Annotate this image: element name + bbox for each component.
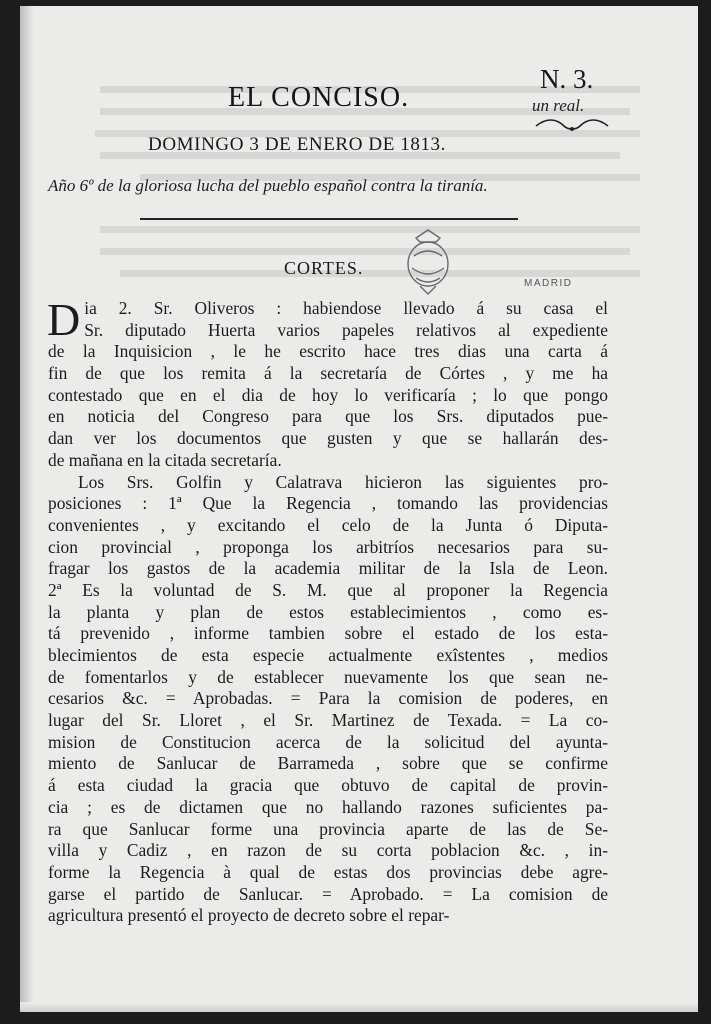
article-line: cesarios &c. = Aprobadas. = Para la comision de poderes, en xyxy=(48,688,608,709)
article-line: Sr. diputado Huerta varios papeles relativos al expediente xyxy=(84,319,608,340)
article-line: contestado que en el dia de hoy lo verificaría ; lo que pongo xyxy=(48,384,608,405)
article-line: ia 2. Sr. Oliveros : habiendose llevado á su casa el xyxy=(84,298,608,318)
article-line: cion provincial , proponga los arbitríos necesarios para su- xyxy=(48,536,608,557)
article-line: de fomentarlos y de establecer nuevamente los que sean ne- xyxy=(48,666,608,687)
article-line: mision de Constitucion acerca de la solicitud del ayunta- xyxy=(48,731,608,752)
article-line: convenientes , y excitando el celo de la Junta ó Diputa- xyxy=(48,514,608,535)
article-line: de mañana en la citada secretaría. xyxy=(48,449,282,470)
article-line: la planta y plan de estos establecimientos , como es- xyxy=(48,601,608,622)
article-line: forme la Regencia à qual de estas dos provincias debe agre- xyxy=(48,861,608,882)
article-line: ra que Sanlucar forme una provincia aparte de las de Se- xyxy=(48,818,608,839)
article-line: agricultura presentó el proyecto de decreto sobre el repar- xyxy=(48,905,450,926)
flourish-ornament xyxy=(532,116,612,134)
stamp-label: MADRID xyxy=(524,278,573,289)
article-line: tá prevenido , informe tambien sobre el estado de los esta- xyxy=(48,623,608,644)
issue-number: N. 3. xyxy=(540,64,594,94)
article-line: dan ver los documentos que gusten y que se hallarán des- xyxy=(48,428,608,449)
article-line: 2ª Es la voluntad de S. M. que al proponer la Regencia xyxy=(48,579,608,600)
article-line: blecimientos de esta especie actualmente exîstentes , medios xyxy=(48,645,608,665)
article-line: fin de que los remita á la secretaría de Córtes , y me ha xyxy=(48,363,608,384)
article-line: Los Srs. Golfin y Calatrava hicieron las siguientes pro- xyxy=(78,471,608,492)
page-edge-shadow xyxy=(20,6,34,1012)
article-line: lugar del Sr. Lloret , el Sr. Martinez de Texada. = La co- xyxy=(48,710,608,731)
library-stamp-emblem xyxy=(402,226,454,296)
page-bottom-shadow xyxy=(20,1002,698,1012)
article-body xyxy=(47,294,608,927)
article-line: miento de Sanlucar de Barrameda , sobre que se confirme xyxy=(48,753,608,774)
article-line: garse el partido de Sanlucar. = Aprobado. = La comision de xyxy=(48,883,608,904)
section-heading: CORTES. xyxy=(284,258,364,278)
drop-cap: D xyxy=(47,294,81,345)
article-line: de la Inquisicion , le he escrito hace tres dias una carta á xyxy=(48,341,608,362)
article-line: en noticia del Congreso para que los Srs. diputados pue- xyxy=(48,406,608,427)
masthead-motto: Año 6º de la gloriosa lucha del pueblo español contra la tiranía. xyxy=(48,176,488,195)
newspaper-page xyxy=(20,6,698,1012)
header-rule xyxy=(140,218,518,220)
article-line: cia ; es de dictamen que no hallando razones suficientes pa- xyxy=(48,796,608,817)
issue-price: un real. xyxy=(532,96,585,115)
article-line: villa y Cadiz , en razon de su corta poblacion &c. , in- xyxy=(48,840,608,861)
article-line: á esta ciudad la gracia que obtuvo de capital de provin- xyxy=(48,775,608,796)
masthead-title: EL CONCISO. xyxy=(228,82,410,113)
issue-dateline: DOMINGO 3 DE ENERO DE 1813. xyxy=(148,134,447,155)
article-line: fragar los gastos de la academia militar de la Isla de Leon. xyxy=(48,558,608,579)
article-line: posiciones : 1ª Que la Regencia , tomando las providencias xyxy=(48,493,608,514)
